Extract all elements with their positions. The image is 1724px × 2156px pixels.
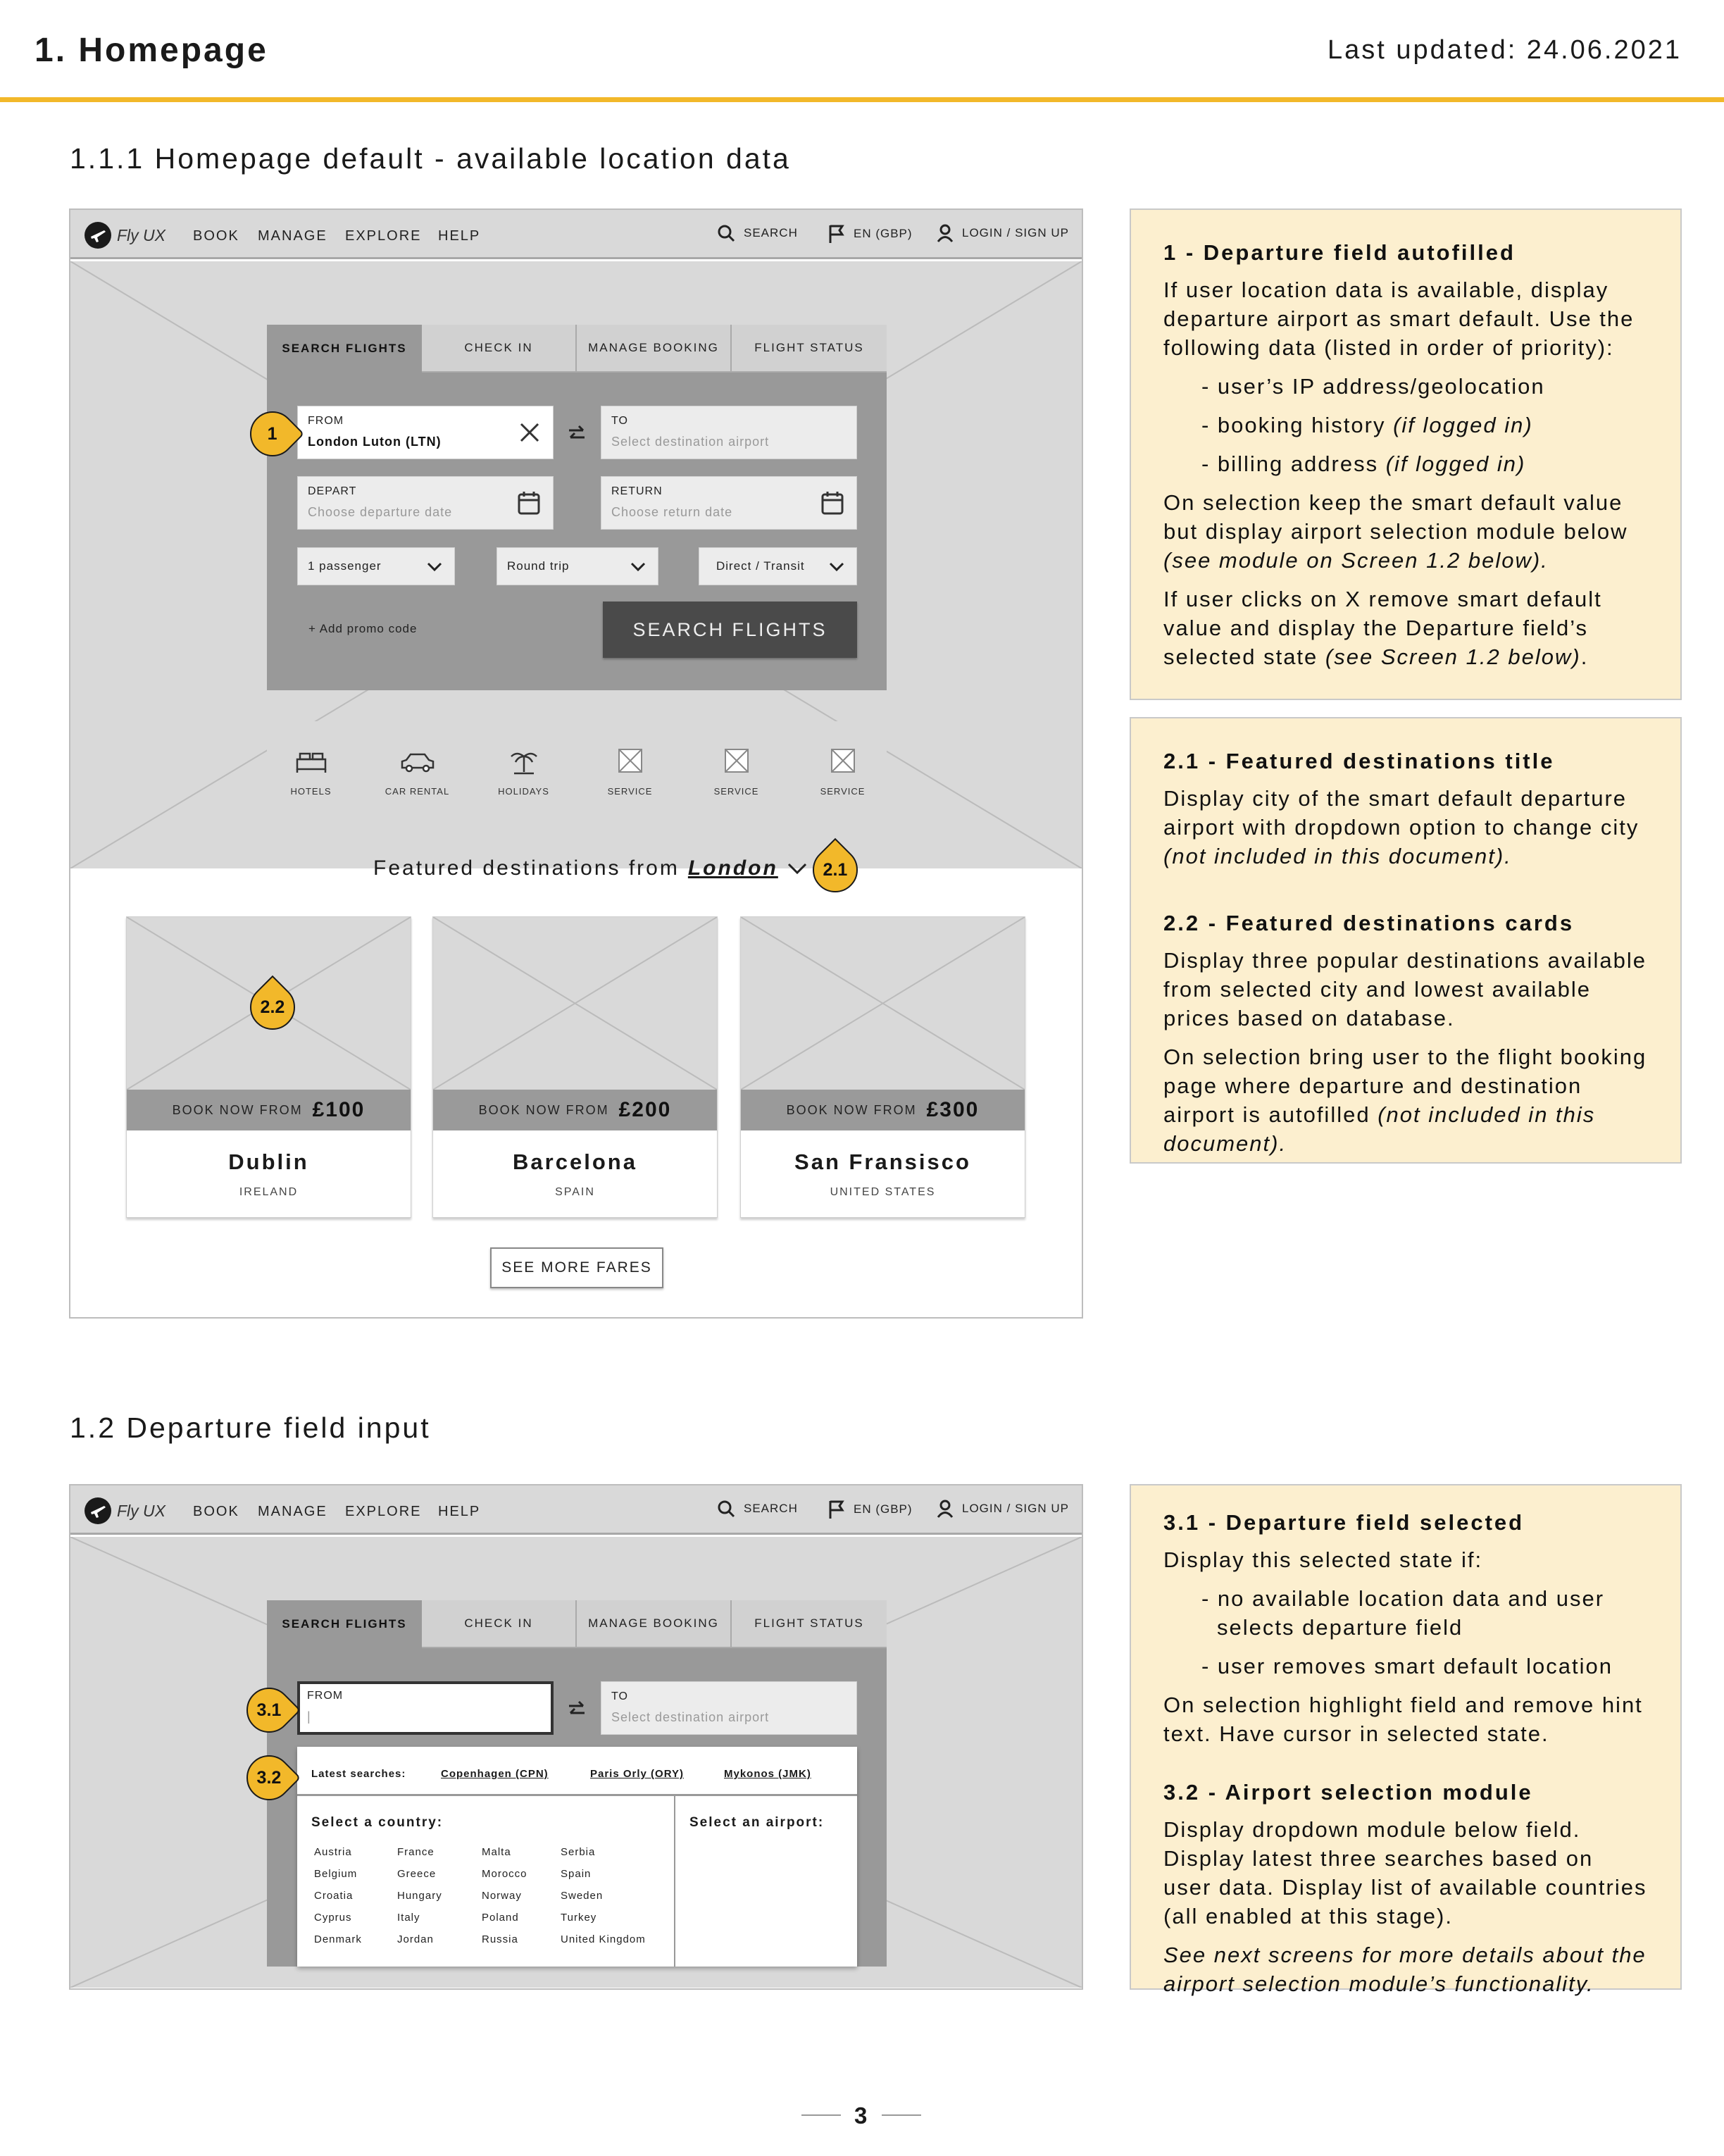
search-flights-button[interactable]: SEARCH FLIGHTS (603, 602, 857, 658)
note-title: 1 - Departure field autofilled (1163, 240, 1516, 265)
logo-text: Fly UX (117, 1501, 165, 1520)
destination-card[interactable] (740, 916, 1025, 1218)
to-label: TO (611, 1690, 628, 1702)
nav-login[interactable] (937, 1500, 1069, 1518)
return-field[interactable] (601, 476, 857, 530)
booking-panel (267, 325, 887, 690)
badge-3-1: 3.1 (237, 1678, 301, 1743)
country-item[interactable]: Cyprus (314, 1912, 352, 1924)
country-item[interactable]: France (397, 1846, 435, 1858)
tab-manage-booking[interactable]: MANAGE BOOKING (577, 325, 732, 373)
nav-search[interactable] (717, 1500, 798, 1518)
destination-card[interactable] (126, 916, 411, 1218)
calendar-icon[interactable] (518, 491, 540, 515)
featured-city-link[interactable]: London (687, 856, 778, 880)
tab-flight-status[interactable]: FLIGHT STATUS (732, 1600, 887, 1648)
plane-icon (85, 222, 111, 249)
nav-language[interactable] (828, 224, 913, 244)
chevron-down-icon (426, 558, 443, 575)
country-item[interactable]: Morocco (482, 1868, 527, 1880)
airport-selection-module (297, 1747, 857, 1967)
nav-login-label: LOGIN / SIGN UP (962, 1502, 1069, 1515)
latest-searches-label: Latest searches: (311, 1768, 406, 1780)
chevron-down-icon (828, 558, 845, 575)
note-list-item: - booking history (if logged in) (1201, 413, 1533, 437)
text-cursor: | (307, 1709, 311, 1724)
from-label: FROM (308, 415, 344, 427)
bed-icon (294, 749, 328, 773)
page-number-rule (882, 2114, 921, 2116)
select-airport-title: Select an airport: (689, 1815, 825, 1830)
calendar-icon[interactable] (821, 491, 844, 515)
palm-tree-icon (508, 748, 539, 776)
stops-select[interactable] (699, 547, 857, 585)
note-title: 2.2 - Featured destinations cards (1163, 911, 1575, 935)
destination-city: San Fransisco (794, 1149, 971, 1174)
book-now-label: BOOK NOW FROM (786, 1102, 917, 1117)
destination-country: IRELAND (239, 1186, 299, 1198)
country-item[interactable]: Turkey (561, 1912, 597, 1924)
user-icon (937, 1500, 954, 1518)
nav-login-label: LOGIN / SIGN UP (962, 226, 1069, 239)
note-title: 2.1 - Featured destinations title (1163, 749, 1555, 773)
price: £100 (312, 1098, 366, 1121)
return-label: RETURN (611, 485, 663, 497)
country-item[interactable]: United Kingdom (561, 1933, 646, 1945)
select-country-title: Select a country: (311, 1815, 444, 1830)
featured-title-prefix: Featured destinations from (373, 856, 680, 880)
flag-icon (828, 1500, 845, 1519)
nav-book[interactable]: BOOK (193, 1504, 239, 1519)
section-1-title: 1.1.1 Homepage default - available location data (70, 142, 791, 175)
badge-3-2: 3.2 (237, 1746, 301, 1810)
image-placeholder-icon (618, 748, 643, 773)
top-nav (70, 210, 1082, 259)
note-text: See next screens for more details about the airport selection module’s functionality. (1163, 1943, 1647, 1996)
search-icon (717, 224, 735, 242)
destination-country: SPAIN (555, 1186, 595, 1198)
note-list-item: - user removes smart default location (1201, 1654, 1613, 1678)
close-icon[interactable] (519, 422, 540, 443)
tab-search-flights[interactable]: SEARCH FLIGHTS (267, 1600, 422, 1648)
nav-explore[interactable]: EXPLORE (345, 228, 422, 244)
service-hotels[interactable] (267, 721, 355, 809)
country-item[interactable]: Denmark (314, 1933, 362, 1945)
page-number-rule (801, 2114, 841, 2116)
from-value: London Luton (LTN) (308, 435, 442, 449)
country-item[interactable]: Belgium (314, 1868, 358, 1880)
note-text: On selection keep the smart default value but display airport selection module below (see module on Screen 1.2 below). (1163, 490, 1628, 573)
price: £300 (926, 1098, 980, 1121)
to-placeholder: Select destination airport (611, 1710, 770, 1724)
car-icon (399, 749, 436, 773)
destination-card[interactable] (432, 916, 718, 1218)
price-band (433, 1090, 717, 1130)
nav-manage[interactable]: MANAGE (258, 1504, 327, 1519)
latest-search-link[interactable]: Copenhagen (CPN) (441, 1768, 549, 1780)
user-icon (937, 224, 954, 242)
note-departure-autofilled (1130, 208, 1682, 700)
service-label: SERVICE (607, 786, 653, 797)
tab-flight-status[interactable]: FLIGHT STATUS (732, 325, 887, 373)
note-text: On selection highlight field and remove hint text. Have cursor in selected state. (1163, 1693, 1643, 1746)
to-placeholder: Select destination airport (611, 435, 770, 449)
book-now-label: BOOK NOW FROM (478, 1102, 609, 1117)
country-item[interactable]: Hungary (397, 1890, 442, 1902)
latest-searches (297, 1747, 857, 1796)
service-holidays[interactable] (480, 721, 568, 809)
note-departure-selected (1130, 1484, 1682, 1996)
note-text: Display three popular destinations available from selected city and lowest available prices based on database. (1163, 948, 1647, 1030)
page-title: 1. Homepage (35, 32, 268, 69)
price: £200 (618, 1098, 672, 1121)
from-label: FROM (307, 1690, 344, 1702)
chevron-down-icon (630, 558, 646, 575)
service-label: HOLIDAYS (498, 786, 549, 797)
stops-value: Direct / Transit (716, 559, 805, 573)
country-item[interactable]: Sweden (561, 1890, 604, 1902)
wireframe-homepage-default (69, 208, 1083, 1319)
depart-field[interactable] (297, 476, 554, 530)
service-placeholder[interactable] (692, 721, 780, 809)
trip-type-value: Round trip (507, 559, 570, 573)
latest-search-link[interactable]: Paris Orly (ORY) (590, 1768, 684, 1780)
country-item[interactable]: Austria (314, 1846, 352, 1858)
service-placeholder[interactable] (799, 721, 887, 809)
destination-country: UNITED STATES (830, 1186, 936, 1198)
nav-search-label: SEARCH (744, 1502, 798, 1515)
service-label: SERVICE (713, 786, 759, 797)
nav-login[interactable] (937, 224, 1069, 242)
module-divider (674, 1796, 675, 1967)
from-field[interactable] (297, 406, 554, 459)
country-item[interactable]: Croatia (314, 1890, 354, 1902)
trip-type-select[interactable] (496, 547, 658, 585)
booking-panel (267, 1600, 887, 1967)
nav-search[interactable] (717, 224, 798, 242)
swap-icon[interactable] (566, 423, 587, 444)
nav-language[interactable] (828, 1500, 913, 1519)
service-tiles (267, 721, 887, 809)
top-nav (70, 1485, 1082, 1535)
note-text: Display this selected state if: (1163, 1547, 1483, 1572)
service-car-rental[interactable] (373, 721, 461, 809)
country-item[interactable]: Serbia (561, 1846, 596, 1858)
destination-image-placeholder (741, 917, 1025, 1090)
section-2-title: 1.2 Departure field input (70, 1412, 431, 1444)
price-band (741, 1090, 1025, 1130)
badge-2-2: 2.2 (241, 976, 305, 1040)
country-item[interactable]: Norway (482, 1890, 522, 1902)
swap-icon[interactable] (566, 1699, 587, 1720)
tab-search-flights[interactable]: SEARCH FLIGHTS (267, 325, 422, 373)
price-band (127, 1090, 411, 1130)
nav-manage[interactable]: MANAGE (258, 228, 327, 244)
logo-text: Fly UX (117, 225, 165, 244)
from-field-selected[interactable] (297, 1681, 554, 1735)
note-title: 3.2 - Airport selection module (1163, 1780, 1533, 1805)
service-label: CAR RENTAL (385, 786, 450, 797)
book-now-label: BOOK NOW FROM (172, 1102, 303, 1117)
page-number: 3 (854, 2102, 868, 2129)
logo[interactable] (85, 222, 165, 249)
logo[interactable] (85, 1497, 165, 1524)
nav-search-label: SEARCH (744, 226, 798, 239)
tab-check-in[interactable]: CHECK IN (422, 1600, 577, 1648)
see-more-fares-button[interactable]: SEE MORE FARES (490, 1247, 663, 1288)
note-list-item: - user’s IP address/geolocation (1201, 374, 1545, 399)
to-field[interactable] (601, 1681, 857, 1735)
tab-check-in[interactable]: CHECK IN (422, 325, 577, 373)
nav-explore[interactable]: EXPLORE (345, 1504, 422, 1519)
add-promo-code-link[interactable]: + Add promo code (308, 622, 418, 635)
depart-label: DEPART (308, 485, 357, 497)
note-featured-destinations (1130, 717, 1682, 1164)
country-item[interactable]: Malta (482, 1846, 511, 1858)
nav-help[interactable]: HELP (438, 228, 481, 244)
featured-title (373, 856, 808, 880)
note-list-item: - no available location data and user selects departure field (1201, 1586, 1605, 1640)
image-placeholder-icon (724, 748, 749, 773)
search-icon (717, 1500, 735, 1518)
wireframe-departure-field-input (69, 1484, 1083, 1990)
country-item[interactable]: Greece (397, 1868, 437, 1880)
to-label: TO (611, 415, 628, 427)
note-text: If user clicks on X remove smart default value and display the Departure field’s selected state (see Screen 1.2 below). (1163, 587, 1602, 669)
nav-book[interactable]: BOOK (193, 228, 239, 244)
note-list-item: - billing address (if logged in) (1201, 451, 1526, 476)
service-placeholder[interactable] (586, 721, 674, 809)
passengers-select[interactable] (297, 547, 455, 585)
country-item[interactable]: Poland (482, 1912, 519, 1924)
latest-search-link[interactable]: Mykonos (JMK) (724, 1768, 811, 1780)
last-updated: Last updated: 24.06.2021 (1327, 35, 1682, 65)
note-text: Display dropdown module below field. Display latest three searches based on user data. Display list of available countries (all enabled at this stage). (1163, 1817, 1647, 1928)
flag-icon (828, 224, 845, 244)
destination-image-placeholder (433, 917, 717, 1090)
badge-1: 1 (241, 402, 305, 466)
note-text: If user location data is available, display departure airport as smart default. Use the following data (listed in order of priority): (1163, 278, 1635, 360)
depart-placeholder: Choose departure date (308, 505, 453, 519)
note-text: On selection bring user to the flight booking page where departure and destination airport is autofilled (not included in this document). (1163, 1045, 1647, 1156)
plane-icon (85, 1497, 111, 1524)
nav-help[interactable]: HELP (438, 1504, 481, 1519)
return-placeholder: Choose return date (611, 505, 733, 519)
header-divider (0, 97, 1724, 102)
nav-language-label: EN (GBP) (854, 1502, 913, 1516)
tab-manage-booking[interactable]: MANAGE BOOKING (577, 1600, 732, 1648)
country-item[interactable]: Spain (561, 1868, 592, 1880)
image-placeholder-icon (830, 748, 856, 773)
country-item[interactable]: Italy (397, 1912, 420, 1924)
service-label: SERVICE (820, 786, 866, 797)
service-label: HOTELS (290, 786, 332, 797)
country-item[interactable]: Russia (482, 1933, 518, 1945)
badge-2-1: 2.1 (804, 838, 868, 902)
chevron-down-icon[interactable] (787, 860, 808, 877)
note-title: 3.1 - Departure field selected (1163, 1510, 1525, 1535)
passengers-value: 1 passenger (308, 559, 382, 573)
destination-city: Barcelona (513, 1149, 637, 1174)
country-item[interactable]: Jordan (397, 1933, 434, 1945)
nav-language-label: EN (GBP) (854, 227, 913, 240)
destination-city: Dublin (228, 1149, 309, 1174)
to-field[interactable] (601, 406, 857, 459)
note-text: Display city of the smart default departure airport with dropdown option to change city (not included in this document). (1163, 786, 1639, 868)
